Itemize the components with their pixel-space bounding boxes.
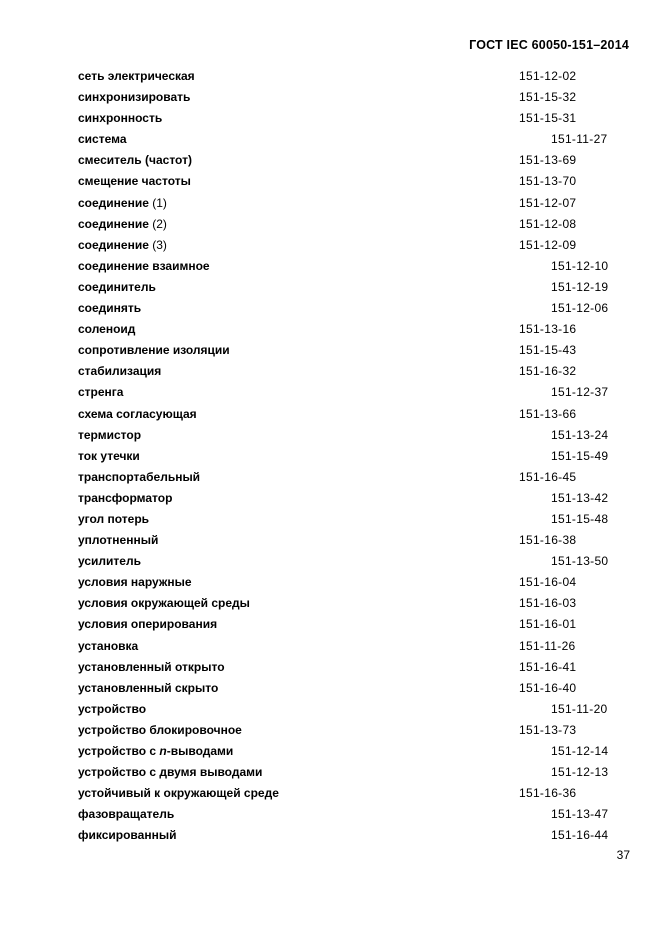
index-entry — [78, 488, 618, 509]
entry-code: 151-15-43 — [519, 343, 577, 358]
entry-term: ток утечки — [78, 448, 140, 463]
entry-term: устройство с двумя выводами — [78, 765, 263, 780]
entry-term: термистор — [78, 427, 142, 442]
entry-term: фазовращатель — [78, 807, 175, 822]
entry-code: 151-15-49 — [551, 448, 609, 463]
entry-code: 151-12-10 — [551, 258, 609, 273]
entry-term-text: устройство с — [78, 744, 160, 758]
entry-term: установленный открыто — [78, 659, 225, 674]
index-entry — [78, 171, 618, 192]
entry-term-italic: n — [159, 744, 167, 758]
entry-term: соединитель — [78, 279, 156, 294]
entry-term-text: соединение — [78, 195, 149, 210]
entry-code: 151-13-16 — [519, 322, 577, 337]
entry-code: 151-11-26 — [519, 638, 576, 653]
entry-code: 151-16-45 — [519, 469, 577, 484]
index-entry — [78, 66, 618, 87]
index-entry — [78, 382, 618, 403]
entry-term — [78, 235, 167, 256]
entry-code: 151-16-32 — [519, 364, 577, 379]
index-entry — [78, 446, 618, 467]
entry-term: транспортабельный — [78, 469, 201, 484]
index-entry — [78, 193, 618, 214]
entry-term: смеситель (частот) — [78, 153, 192, 168]
index-entry — [78, 741, 618, 762]
entry-term: устройство — [78, 701, 147, 716]
entry-code: 151-12-14 — [551, 744, 609, 758]
entry-term: уплотненный — [78, 533, 159, 548]
entry-code: 151-12-13 — [551, 765, 609, 780]
entry-code: 151-16-41 — [519, 659, 577, 674]
index-entry — [78, 614, 618, 635]
entry-term: условия окружающей среды — [78, 596, 250, 611]
entry-code: 151-13-24 — [551, 427, 609, 442]
entry-code: 151-13-47 — [551, 807, 609, 822]
index-entry — [78, 720, 618, 741]
entry-term: фиксированный — [78, 828, 177, 843]
entry-code: 151-11-20 — [551, 701, 608, 716]
entry-code: 151-12-37 — [551, 385, 609, 400]
entry-term: схема согласующая — [78, 406, 197, 421]
index-entry — [78, 825, 618, 846]
index-entry — [78, 657, 618, 678]
entry-code: 151-15-32 — [519, 90, 577, 105]
entry-code: 151-12-06 — [551, 301, 609, 316]
entry-term: система — [78, 132, 127, 147]
index-entry — [78, 404, 618, 425]
entry-term: условия наружные — [78, 575, 192, 590]
entry-term: условия оперирования — [78, 617, 218, 632]
index-entry — [78, 551, 618, 572]
entry-term — [78, 741, 233, 762]
index-entry — [78, 467, 618, 488]
index-entry — [78, 593, 618, 614]
entry-code: 151-13-70 — [519, 174, 577, 189]
entry-qualifier: (1) — [152, 195, 167, 210]
entry-term: угол потерь — [78, 511, 150, 526]
entry-term: устройство блокировочное — [78, 722, 242, 737]
entry-code: 151-13-73 — [519, 722, 577, 737]
entry-code: 151-16-01 — [519, 617, 577, 632]
entry-qualifier: (2) — [152, 216, 167, 231]
index-entry — [78, 108, 618, 129]
index-entry — [78, 572, 618, 593]
entry-term: сеть электрическая — [78, 69, 195, 83]
index-entry — [78, 762, 618, 783]
index-entry — [78, 361, 618, 382]
entry-term: синхронизировать — [78, 90, 191, 105]
entry-code: 151-12-07 — [519, 195, 577, 210]
entry-term-text: соединение — [78, 237, 149, 252]
index-entry — [78, 298, 618, 319]
index-entry — [78, 678, 618, 699]
entry-term: стренга — [78, 385, 124, 400]
index-entry — [78, 214, 618, 235]
page-number: 37 — [616, 848, 630, 862]
document-header: ГОСТ IEC 60050-151–2014 — [469, 38, 629, 52]
entry-term: стабилизация — [78, 364, 162, 379]
entry-code: 151-11-27 — [551, 132, 608, 147]
entry-term: соединять — [78, 301, 142, 316]
index-entry — [78, 783, 618, 804]
entry-code: 151-16-38 — [519, 533, 577, 548]
index-entry — [78, 699, 618, 720]
entry-code: 151-16-04 — [519, 575, 577, 590]
entry-term — [78, 193, 167, 214]
entry-code: 151-15-31 — [519, 111, 577, 126]
entry-code: 151-12-19 — [551, 279, 609, 294]
index-entry — [78, 150, 618, 171]
entry-code: 151-15-48 — [551, 511, 609, 526]
index-entry — [78, 129, 618, 150]
entry-code: 151-12-02 — [519, 69, 577, 83]
index-entry — [78, 235, 618, 256]
entry-qualifier: (3) — [152, 237, 167, 252]
index-entry — [78, 804, 618, 825]
entry-term: соединение взаимное — [78, 258, 210, 273]
entry-code: 151-12-08 — [519, 216, 577, 231]
index-entry — [78, 509, 618, 530]
entry-term: установка — [78, 638, 139, 653]
entry-code: 151-16-40 — [519, 680, 577, 695]
entry-code: 151-16-44 — [551, 828, 609, 843]
entry-code: 151-12-09 — [519, 237, 577, 252]
entry-term: трансформатор — [78, 490, 173, 505]
index-entry — [78, 277, 618, 298]
entry-code: 151-16-36 — [519, 786, 577, 801]
entry-code: 151-13-42 — [551, 490, 609, 505]
entry-code: 151-13-66 — [519, 406, 577, 421]
index-entry — [78, 636, 618, 657]
entry-term: устойчивый к окружающей среде — [78, 786, 279, 801]
entry-term: сопротивление изоляции — [78, 343, 230, 358]
entry-term-text: -выводами — [166, 744, 234, 758]
term-index-list — [78, 66, 618, 846]
entry-code: 151-13-69 — [519, 153, 577, 168]
entry-code: 151-16-03 — [519, 596, 577, 611]
index-entry — [78, 530, 618, 551]
entry-term: соленоид — [78, 322, 136, 337]
index-entry — [78, 425, 618, 446]
entry-term: синхронность — [78, 111, 163, 126]
entry-term: смещение частоты — [78, 174, 191, 189]
entry-term-text: соединение — [78, 216, 149, 231]
entry-term: установленный скрыто — [78, 680, 219, 695]
index-entry — [78, 319, 618, 340]
entry-code: 151-13-50 — [551, 554, 609, 569]
index-entry — [78, 87, 618, 108]
index-entry — [78, 340, 618, 361]
index-entry — [78, 256, 618, 277]
entry-term: усилитель — [78, 554, 141, 569]
entry-term — [78, 214, 167, 235]
